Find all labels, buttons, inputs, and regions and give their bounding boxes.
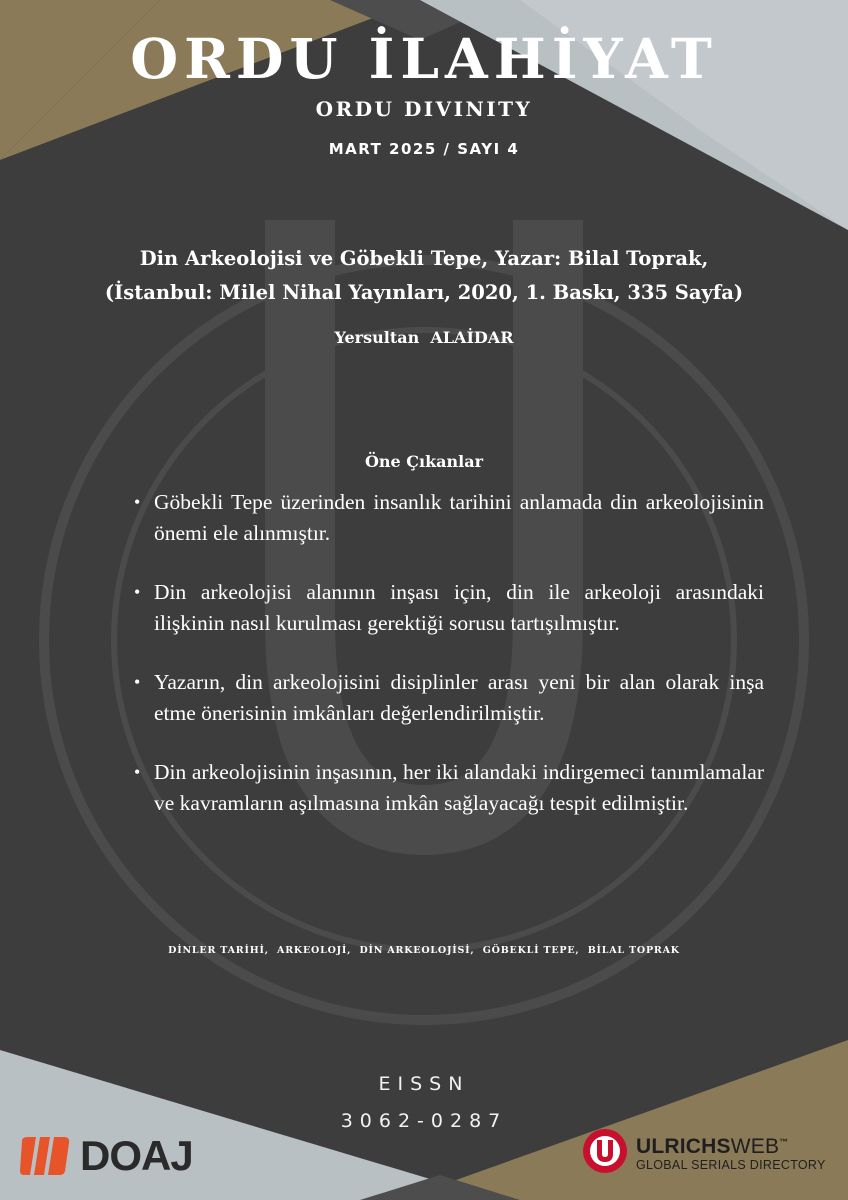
bullet-icon: • — [134, 672, 141, 692]
doaj-logo[interactable] — [20, 1132, 193, 1180]
highlight-item — [134, 577, 764, 638]
highlight-item — [134, 487, 764, 548]
ulrichs-name — [636, 1131, 826, 1158]
author-name: Yersultan ALAİDAR — [334, 328, 514, 347]
issue-date: MART 2025 / SAYI 4 — [328, 140, 520, 158]
ulrichs-icon — [582, 1128, 628, 1174]
highlight-text: Din arkeolojisi alanının inşası için, din ile arkeoloji arasındaki ilişkinin nasıl kurulması gerektiği sorusu tartışılmıştır. — [154, 580, 764, 635]
eissn-value: 3062-0287 — [340, 1110, 508, 1132]
ulrichs-name-bold: ULRICHS — [636, 1134, 731, 1158]
doaj-label: DOAJ — [80, 1132, 193, 1179]
journal-subtitle: ORDU DIVINITY — [315, 97, 533, 121]
bullet-icon: • — [134, 762, 141, 782]
highlight-text: Yazarın, din arkeolojisini disiplinler arası yeni bir alan olarak inşa etme önerisinin imkânları değerlendirilmiştir. — [154, 670, 764, 725]
bullet-icon: • — [134, 492, 141, 512]
highlight-item — [134, 757, 764, 818]
highlights-heading: Öne Çıkanlar — [364, 452, 484, 471]
ulrichs-name-web: WEB — [730, 1134, 780, 1158]
highlight-text: Din arkeolojisinin inşasının, her iki alandaki indirgemeci tanımlamalar ve kavramların aşılmasına imkân sağlayacağı tespit edilmiştir. — [154, 760, 764, 815]
ulrichs-tagline: GLOBAL SERIALS DIRECTORY — [636, 1157, 826, 1172]
bullet-icon: • — [134, 582, 141, 602]
trademark: ™ — [779, 1136, 789, 1147]
doaj-icon — [20, 1135, 72, 1177]
eissn-label: EISSN — [378, 1073, 470, 1095]
article-title — [60, 242, 788, 310]
article-title-line-2: (İstanbul: Milel Nihal Yayınları, 2020, 1. Baskı, 335 Sayfa) — [104, 281, 744, 304]
article-title-line-1: Din Arkeolojisi ve Göbekli Tepe, Yazar: Bilal Toprak, — [139, 247, 709, 270]
highlight-text: Göbekli Tepe üzerinden insanlık tarihini anlamada din arkeolojisinin önemi ele alınmıştır. — [154, 490, 764, 545]
highlights-list — [128, 487, 764, 847]
journal-title: ORDU İLAHİYAT — [130, 26, 718, 91]
highlight-item — [134, 667, 764, 728]
ulrichsweb-logo[interactable] — [582, 1128, 826, 1174]
keywords: DİNLER TARİHİ, ARKEOLOJİ, DİN ARKEOLOJİSİ, GÖBEKLİ TEPE, BİLAL TOPRAK — [168, 945, 680, 956]
